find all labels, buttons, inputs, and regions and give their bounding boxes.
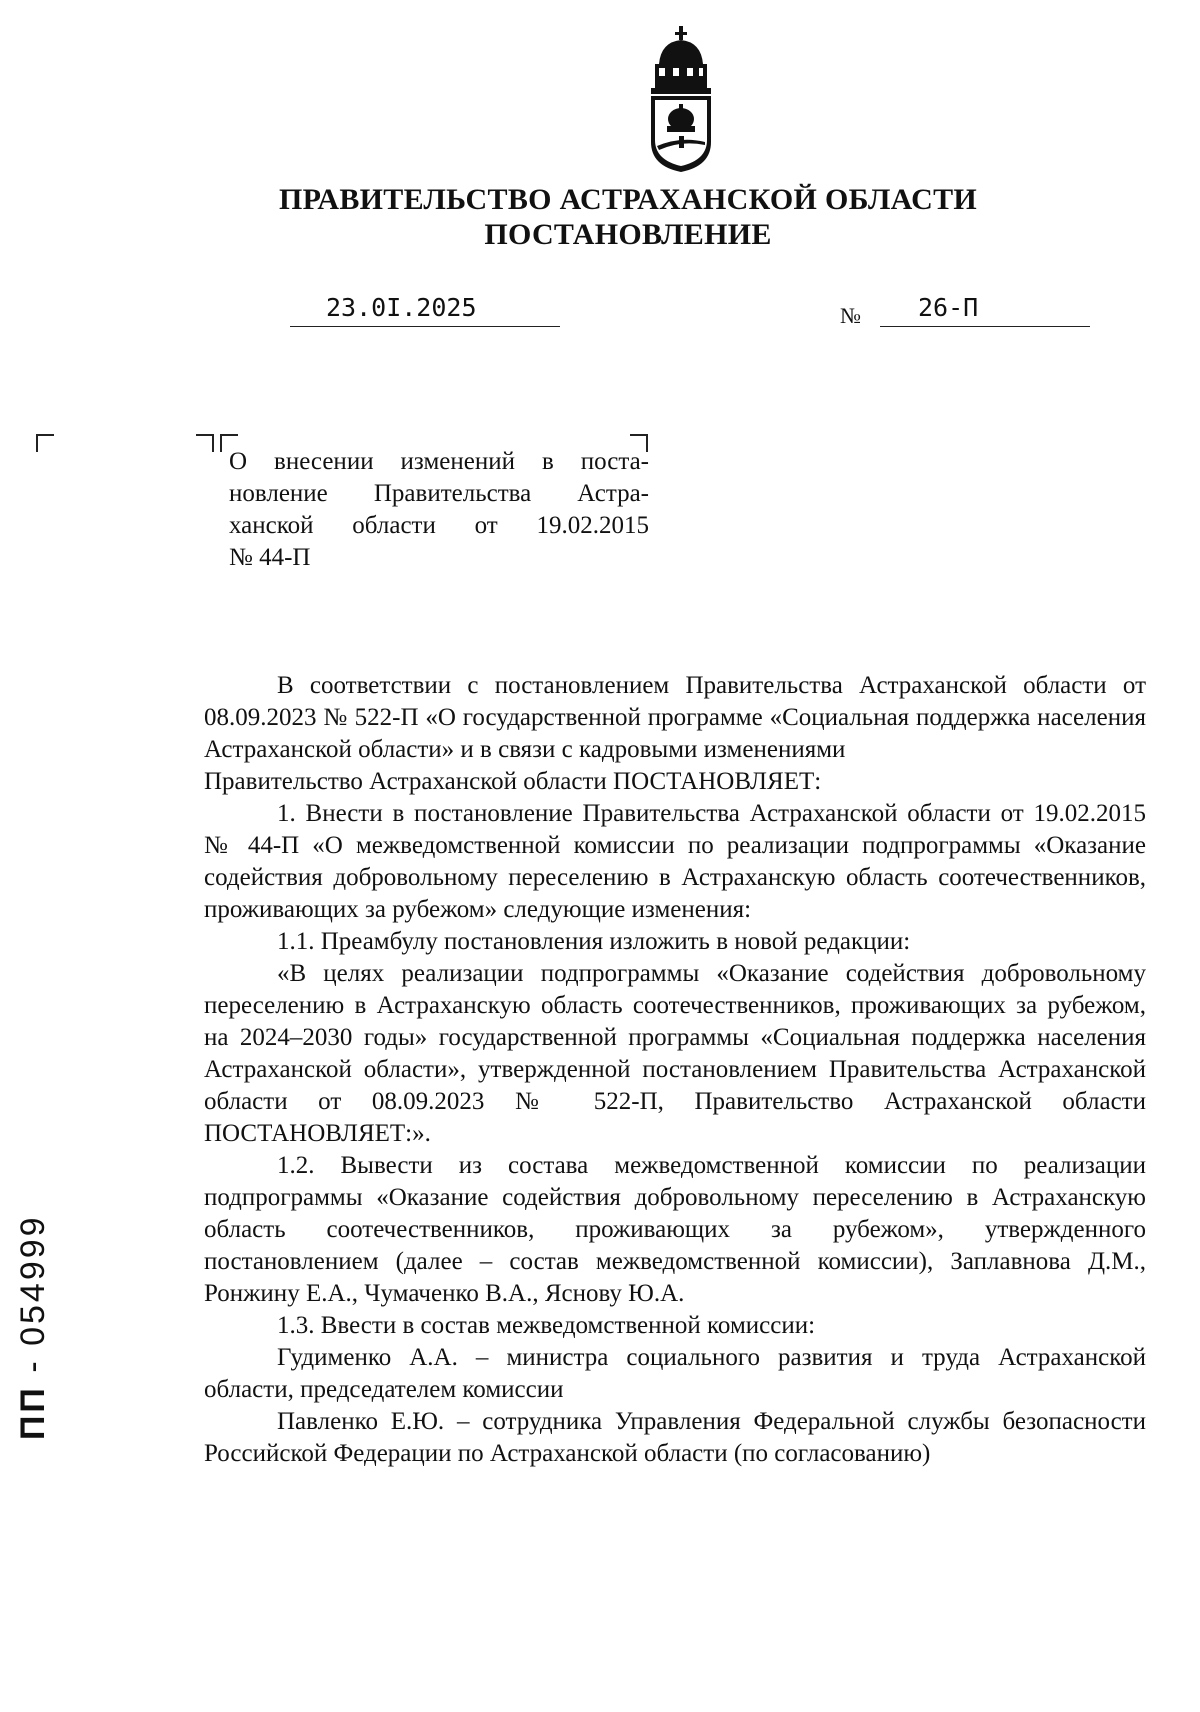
document-subject [229,446,649,574]
subject-line: № 44-П [229,544,311,571]
document-body [204,670,1146,1470]
body-paragraph: Павленко Е.Ю. – сотрудника Управления Федеральной службы безопасности Российской Федерации по Астраханской области (по согласованию) [204,1408,1146,1467]
number-sign: № [840,303,861,328]
resolution-formula: Правительство Астраханской области ПОСТАНОВЛЯЕТ: [204,768,822,795]
serial-prefix: ПП [14,1385,52,1440]
form-serial-number [14,1180,54,1440]
document-number: 26-П [880,295,1090,327]
body-paragraph: 1. Внести в постановление Правительства Астраханской области от 19.02.2015 № 44-П «О межведомственной комиссии по реализации подпрограммы «Оказание содействия добровольному переселению в Астраханскую область соотечественников, проживающих за рубежом» следующие изменения: [204,800,1146,923]
document-type-title: ПОСТАНОВЛЕНИЕ [484,218,772,251]
body-paragraph: В соответствии с постановлением Правительства Астраханской области от 08.09.2023 № 522-П «О государственной программе «Социальная поддержка населения Астраханской области» и в связи с кадровыми изменениями [204,672,1146,763]
subject-bracket-left-end [196,434,214,452]
astrakhan-coat-of-arms-icon [643,24,719,174]
body-paragraph: Гудименко А.А. – министра социального развития и труда Астраханской области, председателем комиссии [204,1344,1146,1403]
subject-line: О внесении изменений в поста- [229,448,649,475]
body-paragraph: 1.1. Преамбулу постановления изложить в новой редакции: [277,928,911,955]
subject-line: ханской области от 19.02.2015 [229,512,649,539]
document-date: 23.0I.2025 [290,295,560,327]
subject-line: новление Правительства Астра- [229,480,649,507]
body-paragraph: 1.3. Ввести в состав межведомственной комиссии: [277,1312,816,1339]
government-title: ПРАВИТЕЛЬСТВО АСТРАХАНСКОЙ ОБЛАСТИ [278,183,978,216]
margin-corner-mark [36,434,54,452]
serial-number: - 054999 [14,1214,52,1373]
body-paragraph: «В целях реализации подпрограммы «Оказание содействия добровольному переселению в Астраханскую область соотечественников, проживающих за рубежом, на 2024–2030 годы» государственной программы «Социальная поддержка населения Астраханской области», утвержденной постановлением Правительства Астраханской области от 08.09.2023 № 522-П, Правительство Астраханской области ПОСТАНОВЛЯЕТ:». [204,960,1146,1147]
body-paragraph: 1.2. Вывести из состава межведомственной комиссии по реализации подпрограммы «Оказание содействия добровольному переселению в Астраханскую область соотечественников, проживающих за рубежом», утвержденного постановлением (далее – состав межведомственной комиссии), Заплавнова Д.М., Ронжину Е.А., Чумаченко В.А., Яснову Ю.А. [204,1152,1146,1307]
